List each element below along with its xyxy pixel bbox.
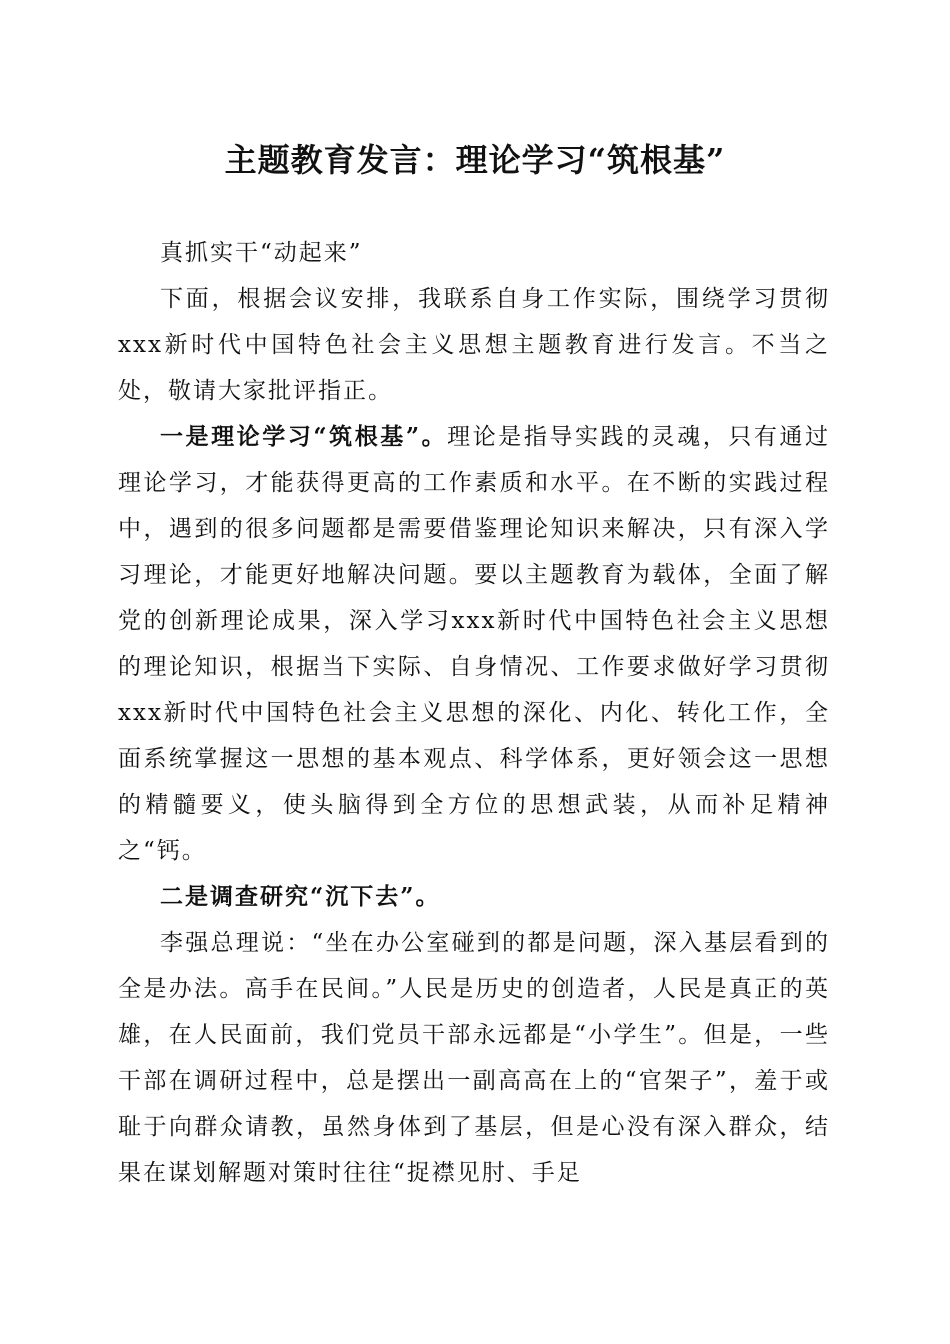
paragraph <box>118 920 830 1196</box>
paragraph <box>118 414 830 874</box>
paragraph-text: 理论是指导实践的灵魂，只有通过理论学习，才能获得更高的工作素质和水平。在不断的实践过程中，遇到的很多问题都是需要借鉴理论知识来解决，只有深入学习理论，才能更好地解决问题。要以主题教育为载体，全面了解党的创新理论成果，深入学习xxx新时代中国特色社会主义思想的理论知识，根据当下实际、自身情况、工作要求做好学习贯彻xxx新时代中国特色社会主义思想的深化、内化、转化工作，全面系统掌握这一思想的基本观点、科学体系，更好领会这一思想的精髓要义，使头脑得到全方位的思想武装，从而补足精神之“钙。 <box>118 424 830 864</box>
document-title: 主题教育发言：理论学习“筑根基” <box>224 141 726 179</box>
document-body <box>118 230 830 1196</box>
paragraph <box>118 874 830 920</box>
paragraph-text: 下面，根据会议安排，我联系自身工作实际，围绕学习贯彻xxx新时代中国特色社会主义思想主题教育进行发言。不当之处，敬请大家批评指正。 <box>118 286 830 404</box>
paragraph <box>118 276 830 414</box>
paragraph <box>118 230 830 276</box>
paragraph-text: 李强总理说：“坐在办公室碰到的都是问题，深入基层看到的全是办法。高手在民间。”人民是历史的创造者，人民是真正的英雄，在人民面前，我们党员干部永远都是“小学生”。但是，一些干部在调研过程中，总是摆出一副高高在上的“官架子”，羞于或耻于向群众请教，虽然身体到了基层，但是心没有深入群众，结果在谋划解题对策时往往“捉襟见肘、手足 <box>118 930 830 1186</box>
paragraph-lead: 二是调查研究“沉下去”。 <box>160 883 441 910</box>
paragraph-lead: 一是理论学习“筑根基”。 <box>160 423 448 450</box>
paragraph-text: 真抓实干“动起来” <box>160 240 363 266</box>
